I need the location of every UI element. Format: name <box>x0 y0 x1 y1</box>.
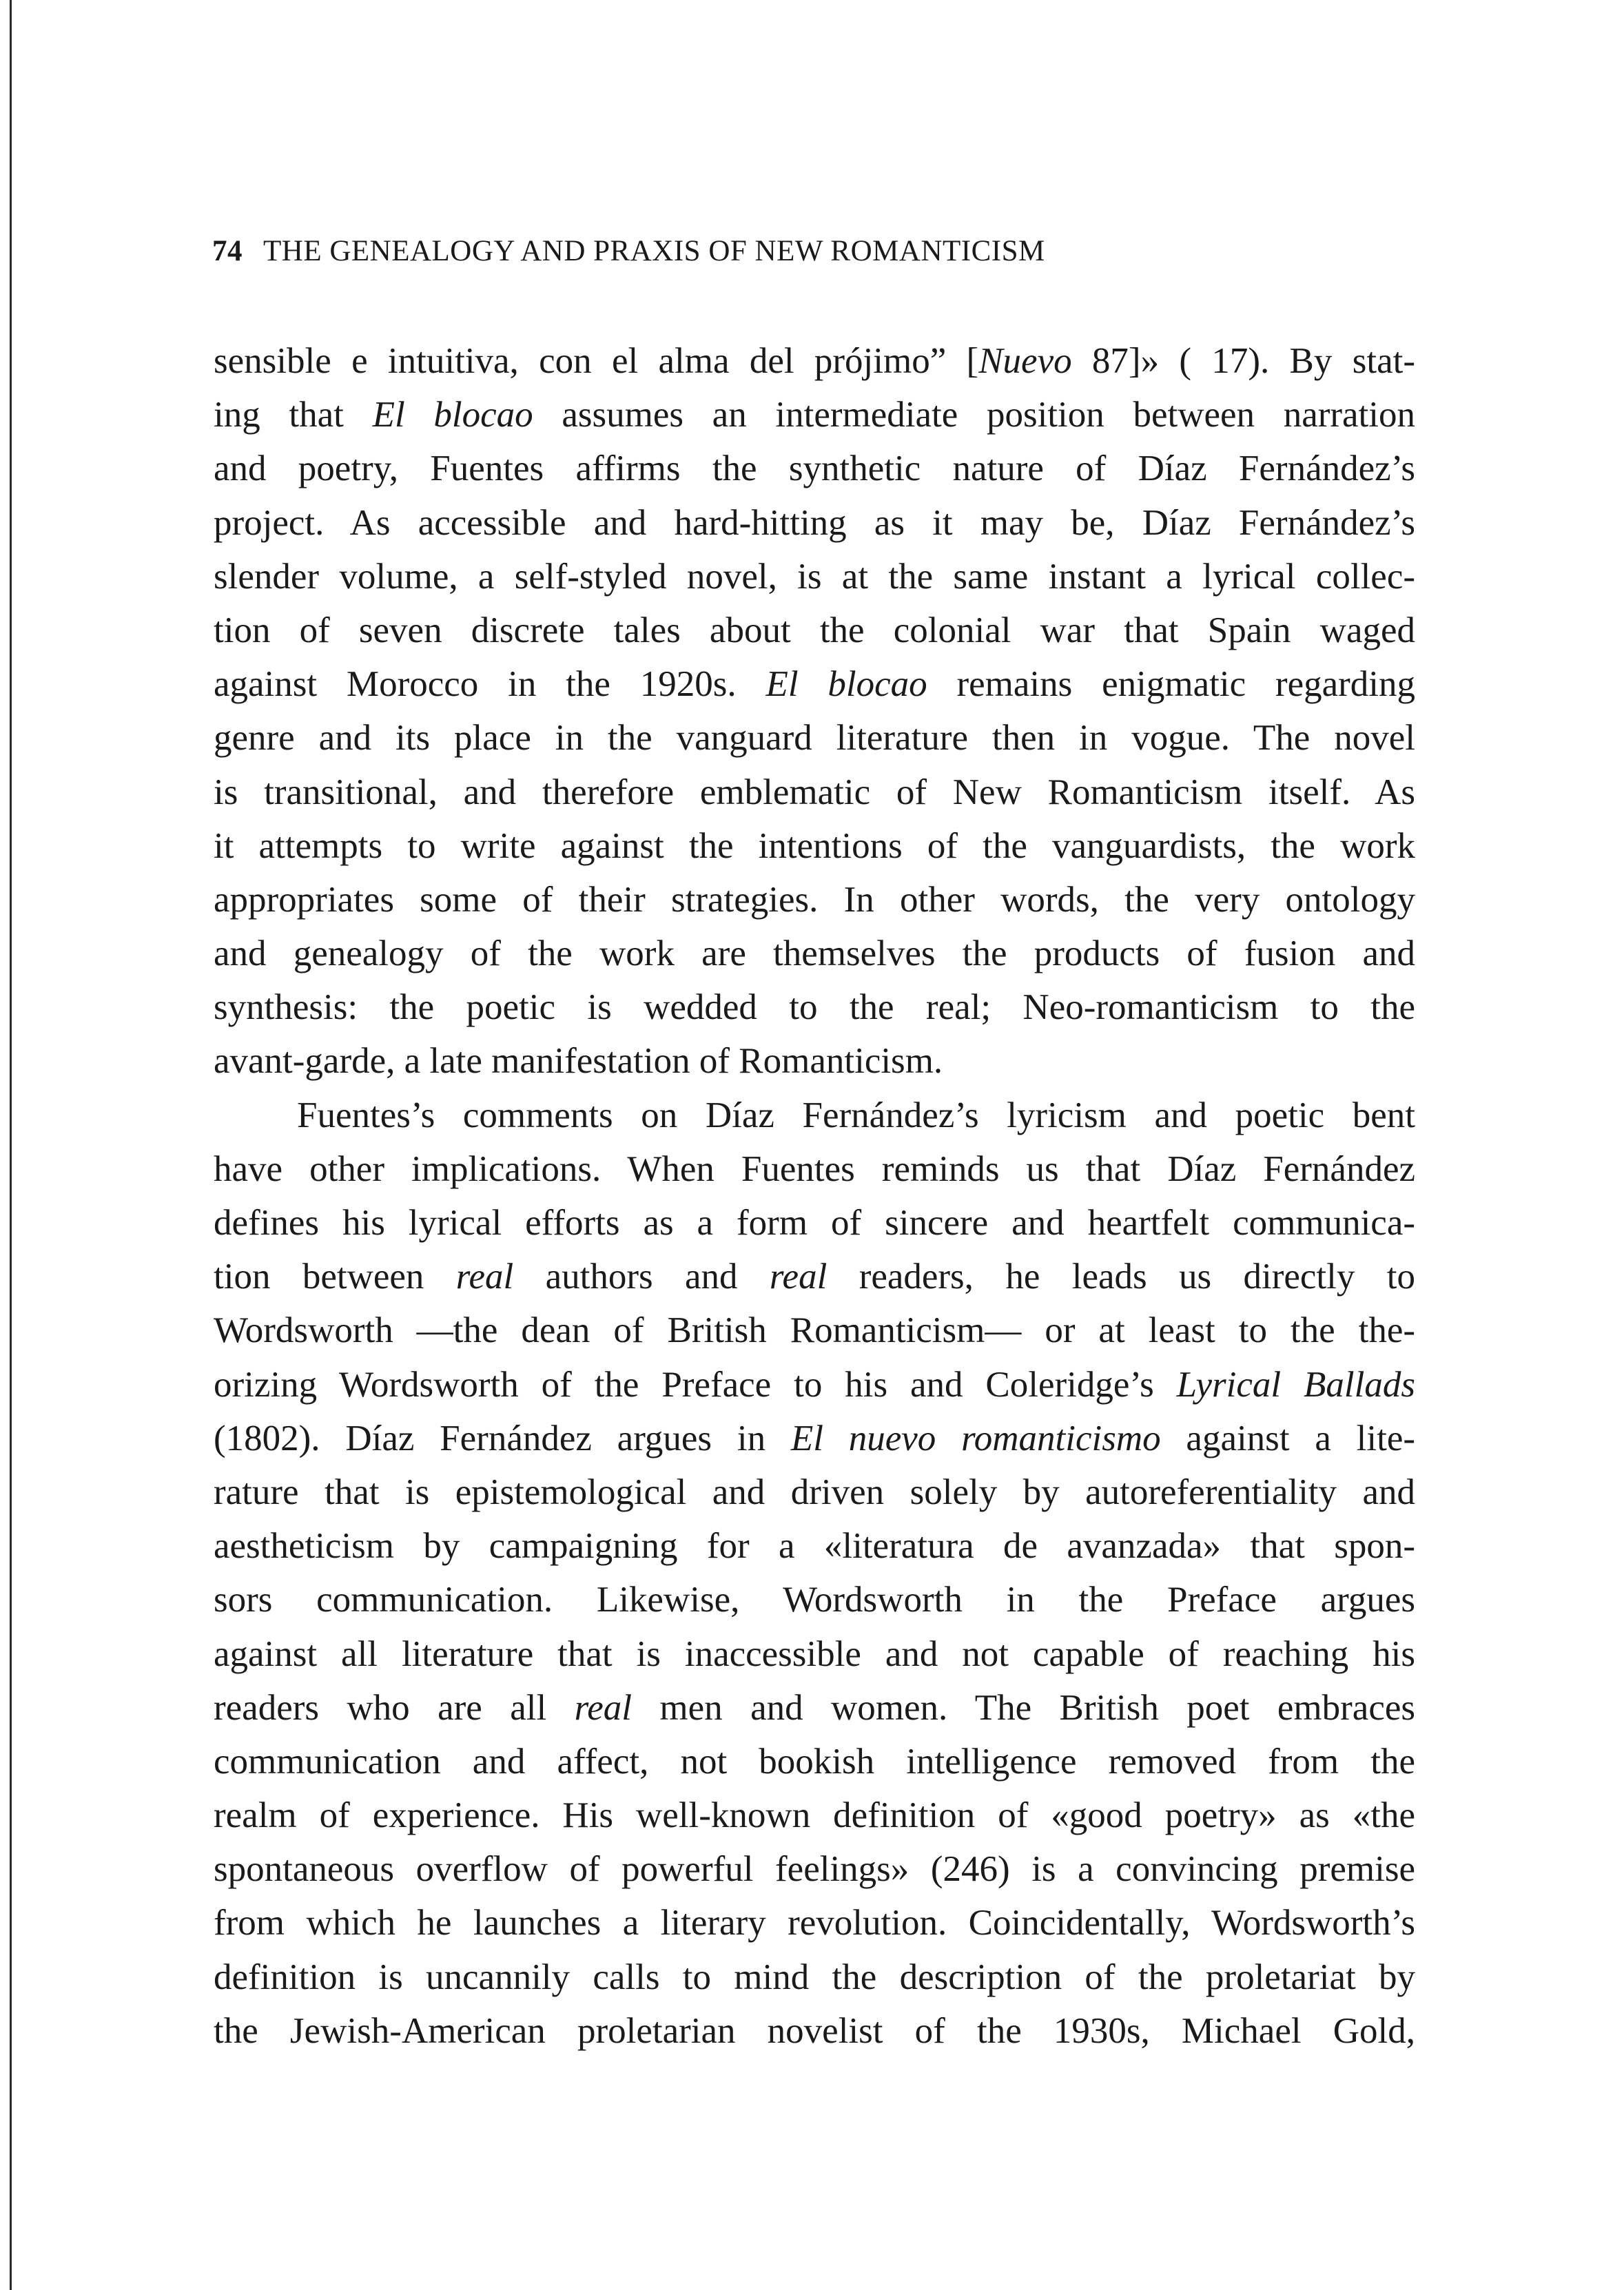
text-line: genre and its place in the vanguard literature then in vogue. The novel <box>214 718 1415 759</box>
text-line: orizing Wordsworth of the Preface to his and Coleridge’s Lyrical Ballads <box>214 1364 1415 1405</box>
text-line: sors communication. Likewise, Wordsworth in the Preface argues <box>214 1580 1415 1620</box>
text-line: Wordsworth —the dean of British Romanticism— or at least to the the- <box>214 1310 1415 1351</box>
text-line: is transitional, and therefore emblematic of New Romanticism itself. As <box>214 772 1415 812</box>
text-line: slender volume, a self-styled novel, is at the same instant a lyrical collec- <box>214 556 1415 597</box>
text-line: tion of seven discrete tales about the colonial war that Spain waged <box>214 610 1415 650</box>
text-line: defines his lyrical efforts as a form of sincere and heartfelt communica- <box>214 1203 1415 1243</box>
text-line: communication and affect, not bookish intelligence removed from the <box>214 1741 1415 1782</box>
text-line: sensible e intuitiva, con el alma del prójimo” [Nuevo 87]» ( 17). By stat- <box>214 341 1415 381</box>
text-line: rature that is epistemological and driven solely by autoreferentiality and <box>214 1472 1415 1512</box>
text-line: Fuentes’s comments on Díaz Fernández’s lyricism and poetic bent <box>297 1095 1415 1135</box>
text-line: tion between real authors and real readers, he leads us directly to <box>214 1257 1415 1297</box>
running-title: THE GENEALOGY AND PRAXIS OF NEW ROMANTICISM <box>263 235 1045 267</box>
text-line: avant-garde, a late manifestation of Romanticism. <box>214 1041 943 1082</box>
text-line: and poetry, Fuentes affirms the synthetic nature of Díaz Fernández’s <box>214 448 1415 489</box>
page-number: 74 <box>212 235 243 267</box>
text-line: appropriates some of their strategies. In other words, the very ontology <box>214 879 1415 920</box>
text-line: it attempts to write against the intentions of the vanguardists, the work <box>214 825 1415 866</box>
text-line: the Jewish-American proletarian novelist of the 1930s, Michael Gold, <box>214 2010 1415 2051</box>
text-line: spontaneous overflow of powerful feelings» (246) is a convincing premise <box>214 1849 1415 1890</box>
text-line: aestheticism by campaigning for a «literatura de avanzada» that spon- <box>214 1526 1415 1567</box>
text-line: project. As accessible and hard-hitting as it may be, Díaz Fernández’s <box>214 502 1415 543</box>
running-head <box>212 234 1045 268</box>
text-line: from which he launches a literary revolution. Coincidentally, Wordsworth’s <box>214 1903 1415 1943</box>
text-line: synthesis: the poetic is wedded to the real; Neo-romanticism to the <box>214 987 1415 1028</box>
text-line: have other implications. When Fuentes reminds us that Díaz Fernández <box>214 1148 1415 1189</box>
text-line: readers who are all real men and women. The British poet embraces <box>214 1687 1415 1728</box>
text-line: (1802). Díaz Fernández argues in El nuevo romanticismo against a lite- <box>214 1418 1415 1458</box>
text-line: and genealogy of the work are themselves the products of fusion and <box>214 933 1415 974</box>
body-text <box>214 334 1415 2058</box>
text-line: against all literature that is inaccessible and not capable of reaching his <box>214 1633 1415 1674</box>
scan-edge-line <box>10 0 12 2290</box>
text-line: realm of experience. His well-known definition of «good poetry» as «the <box>214 1795 1415 1836</box>
text-line: ing that El blocao assumes an intermediate position between narration <box>214 395 1415 435</box>
text-line: against Morocco in the 1920s. El blocao remains enigmatic regarding <box>214 664 1415 705</box>
text-line: definition is uncannily calls to mind the description of the proletariat by <box>214 1957 1415 1997</box>
